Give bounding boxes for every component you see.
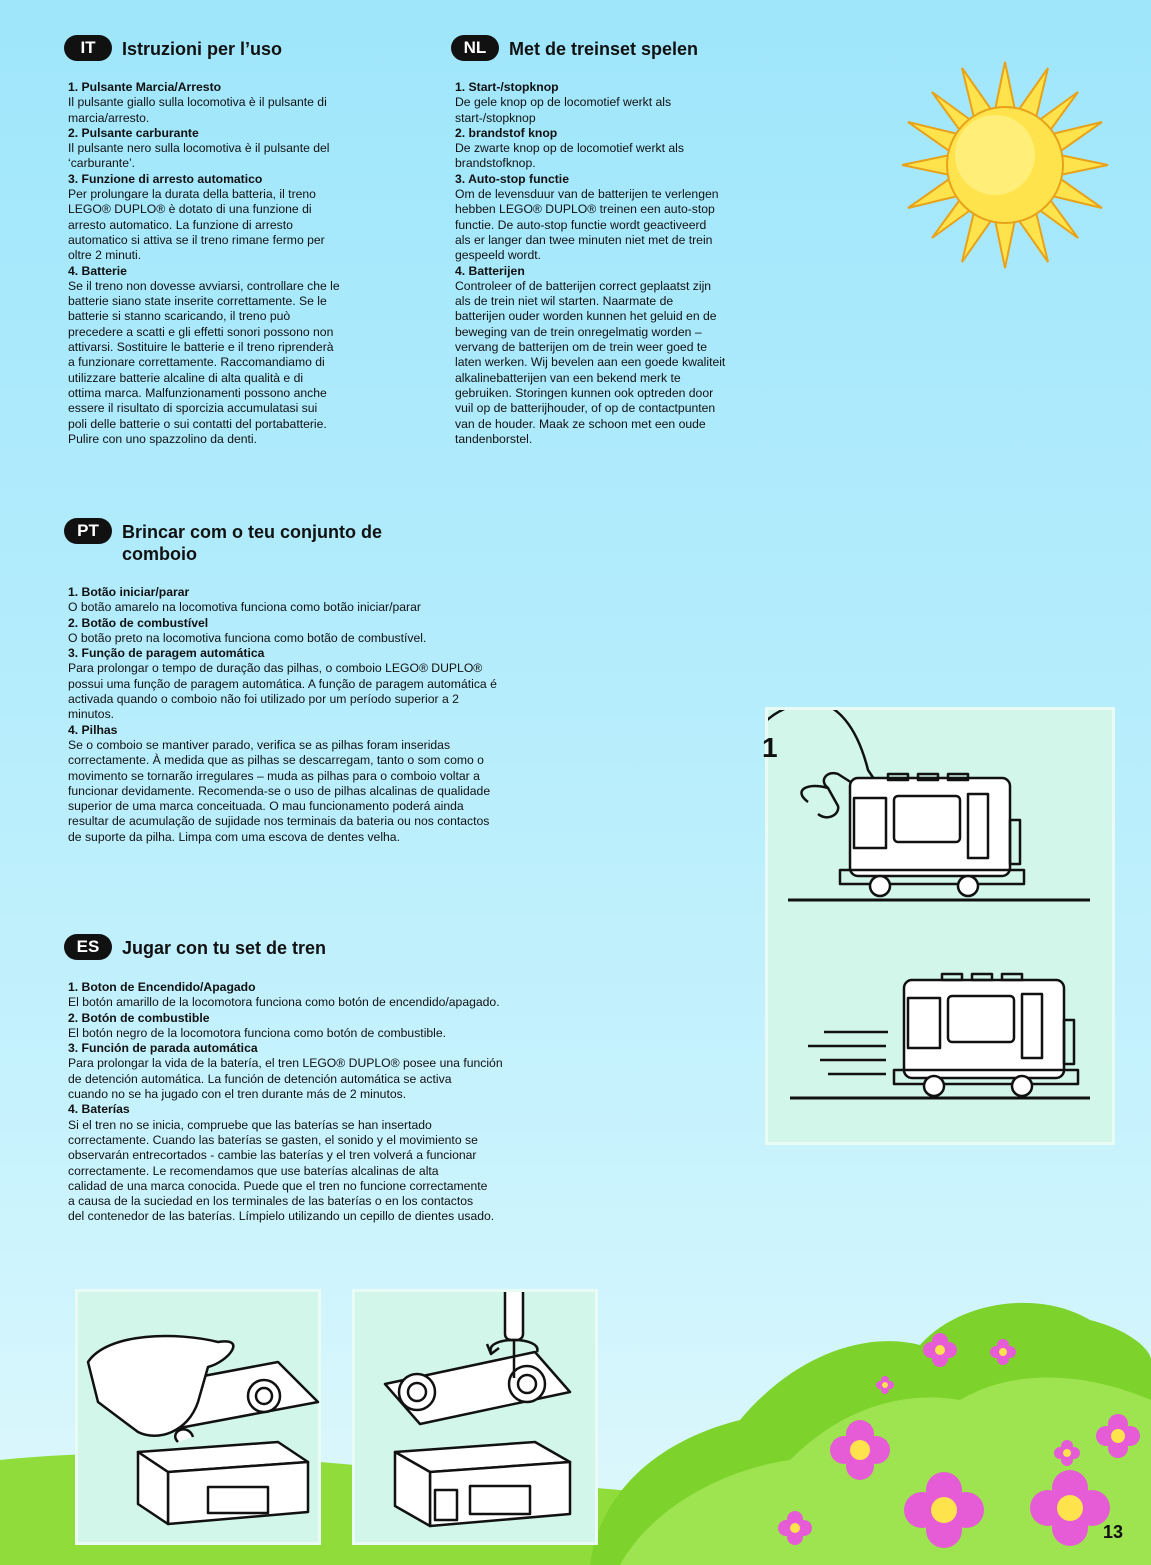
- item-text: del contenedor de las baterías. Límpielo utilizando un cepillo de dientes usado.: [68, 1209, 495, 1224]
- step-number: 1: [762, 732, 778, 763]
- item-text: tandenborstel.: [455, 431, 533, 446]
- item-text: Controleer of de batterijen correct geplaatst zijn: [455, 278, 712, 293]
- item-text: cuando no se ha jugado con el tren durante más de 2 minutos.: [68, 1087, 407, 1102]
- item-heading: 2. Botão de combustível: [68, 615, 209, 630]
- item-heading: 4. Baterías: [68, 1102, 130, 1117]
- item-text: calidad de una marca conocida. Puede que el tren no funcione correctamente: [68, 1178, 488, 1193]
- item-text: ‘carburante’.: [68, 156, 136, 171]
- item-heading: 3. Auto-stop functie: [455, 171, 569, 186]
- section-body-it: [68, 80, 388, 447]
- battery-removal-drawing: [78, 1292, 338, 1542]
- item-text: possui uma função de paragem automática. A função de paragem automática é: [68, 676, 497, 691]
- section-title-pt: [122, 521, 382, 565]
- item-text: correctamente. Le recomendamos que use baterías alcalinas de alta: [68, 1163, 439, 1178]
- item-text: correctamente. Cuando las baterías se gasten, el sonido y el movimiento se: [68, 1132, 478, 1147]
- item-heading: 1. Pulsante Marcia/Arresto: [68, 80, 222, 94]
- item-text: De zwarte knop op de locomotief werkt als: [455, 141, 684, 156]
- item-text: minutos.: [68, 707, 115, 722]
- section-body-nl: [455, 80, 775, 447]
- item-text: alkalinebatterijen van een bekend merk te: [455, 370, 681, 385]
- item-text: LEGO® DUPLO® è dotato di una funzione di: [68, 202, 312, 217]
- item-text: batterie siano state inserite correttamente. Se le: [68, 294, 327, 309]
- item-heading: 2. Pulsante carburante: [68, 125, 199, 140]
- item-text: batterie si stanno scaricando, il treno può: [68, 309, 291, 324]
- item-heading: 4. Batterijen: [455, 263, 525, 278]
- item-text: ottima marca. Malfunzionamenti possono anche: [68, 385, 327, 400]
- language-badge-es: ES: [64, 934, 112, 960]
- item-text: start-/stopknop: [455, 110, 536, 125]
- battery-cover-panel-2: [355, 1292, 595, 1542]
- item-heading: 4. Pilhas: [68, 722, 118, 737]
- item-text: functie. De auto-stop functie wordt geactiveerd: [455, 217, 707, 232]
- item-text: brandstofknop.: [455, 156, 536, 171]
- item-heading: 3. Funzione di arresto automatico: [68, 171, 263, 186]
- item-text: Il pulsante nero sulla locomotiva è il pulsante del: [68, 141, 330, 156]
- item-text: Om de levensduur van de batterijen te verlengen: [455, 187, 719, 202]
- item-text: a causa de la suciedad en los terminales de las baterías o en los contactos: [68, 1194, 474, 1209]
- item-text: funcionar devidamente. Recomenda-se o uso de pilhas alcalinas de qualidade: [68, 783, 491, 798]
- item-text: als de trein niet wil starten. Naarmate de: [455, 294, 674, 309]
- item-heading: 1. Botão iniciar/parar: [68, 585, 190, 599]
- item-text: Si el tren no se inicia, compruebe que las baterías se han insertado: [68, 1117, 432, 1132]
- section-title-line: comboio: [122, 544, 197, 564]
- item-text: O botão preto na locomotiva funciona como botão de combustível.: [68, 630, 427, 645]
- item-text: O botão amarelo na locomotiva funciona como botão iniciar/parar: [68, 600, 421, 615]
- train-drawing: [768, 710, 1112, 1142]
- item-text: van de houder. Maak ze schoon met een oude: [455, 416, 706, 431]
- item-text: Para prolongar la vida de la batería, el tren LEGO® DUPLO® posee una función: [68, 1056, 503, 1071]
- item-text: laten werken. Wij bevelen aan een goede kwaliteit: [455, 355, 726, 370]
- section-body-es: [68, 980, 568, 1225]
- sun-illustration: [900, 60, 1110, 270]
- item-text: Il pulsante giallo sulla locomotiva è il pulsante di: [68, 95, 327, 110]
- language-badge-it: IT: [64, 35, 112, 61]
- item-heading: 3. Función de parada automática: [68, 1041, 258, 1056]
- item-text: hebben LEGO® DUPLO® treinen een auto-stop: [455, 202, 715, 217]
- page-number: 13: [1102, 1522, 1123, 1542]
- item-text: El botón negro de la locomotora funciona como botón de combustible.: [68, 1025, 447, 1040]
- item-text: oltre 2 minuti.: [68, 248, 142, 263]
- item-heading: 1. Start-/stopknop: [455, 80, 559, 94]
- item-text: Pulire con uno spazzolino da denti.: [68, 431, 258, 446]
- item-text: automatico si attiva se il treno rimane fermo per: [68, 232, 325, 247]
- item-text: El botón amarillo de la locomotora funciona como botón de encendido/apagado.: [68, 995, 500, 1010]
- item-text: observarán entrecortados - cambie las baterías y el tren volverá a funcionar: [68, 1148, 477, 1163]
- item-text: de detención automática. La función de detención automática se activa: [68, 1071, 452, 1086]
- item-text: Se o comboio se mantiver parado, verifica se as pilhas foram inseridas: [68, 737, 451, 752]
- section-title-line: Brincar com o teu conjunto de: [122, 522, 383, 542]
- item-text: correctamente. À medida que as pilhas se descarregam, tanto o som como o: [68, 753, 484, 768]
- section-title-nl: Met de treinset spelen: [509, 39, 699, 59]
- section-title-es: Jugar con tu set de tren: [122, 938, 327, 958]
- section-title-it: Istruzioni per l’uso: [122, 39, 283, 59]
- language-badge-nl: NL: [451, 35, 499, 61]
- item-heading: 1. Boton de Encendido/Apagado: [68, 980, 256, 994]
- item-heading: 3. Função de paragem automática: [68, 646, 265, 661]
- item-text: als er langer dan twee minuten niet met de trein: [455, 232, 713, 247]
- item-text: beweging van de trein onregelmatig worden –: [455, 324, 702, 339]
- language-badge-pt: PT: [64, 518, 112, 544]
- item-text: activada quando o comboio não foi utilizado por um período superior a 2: [68, 692, 459, 707]
- item-text: poli delle batterie o sui contatti del portabatterie.: [68, 416, 327, 431]
- item-text: essere il risultato di sporcizia accumulatasi sui: [68, 401, 318, 416]
- item-text: utilizzare batterie alcaline di alta qualità e di: [68, 370, 304, 385]
- train-instruction-panel: [762, 710, 1112, 1142]
- item-text: superior de uma marca conceituada. O mau funcionamento poderá ainda: [68, 799, 464, 814]
- item-text: gebruiken. Storingen kunnen ook optreden door: [455, 385, 714, 400]
- item-heading: 2. Botón de combustible: [68, 1010, 210, 1025]
- item-text: De gele knop op de locomotief werkt als: [455, 95, 672, 110]
- item-text: Per prolungare la durata della batteria, il treno: [68, 187, 316, 202]
- item-text: vuil op de batterijhouder, of op de contactpunten: [455, 401, 716, 416]
- battery-cover-panel-1: [78, 1292, 318, 1542]
- item-text: Para prolongar o tempo de duração das pilhas, o comboio LEGO® DUPLO®: [68, 661, 483, 676]
- item-text: gespeeld wordt.: [455, 248, 542, 263]
- item-text: resultar de acumulação de sujidade nos terminais da bateria ou nos contactos: [68, 814, 490, 829]
- item-text: arresto automatico. La funzione di arresto: [68, 217, 293, 232]
- item-text: batterijen ouder worden kunnen het geluid en de: [455, 309, 717, 324]
- item-heading: 4. Batterie: [68, 263, 127, 278]
- item-text: marcia/arresto.: [68, 110, 150, 125]
- item-text: vervang de batterijen om de trein weer goed te: [455, 340, 708, 355]
- section-body-pt: [68, 585, 558, 845]
- item-text: de suporte da pilha. Limpa com uma escova de dentes velha.: [68, 829, 400, 844]
- screwdriver-drawing: [355, 1292, 615, 1542]
- item-text: precedere a scatti e gli effetti sonori possono non: [68, 324, 334, 339]
- item-text: movimento se tornarão irregulares – muda as pilhas para o comboio voltar a: [68, 768, 480, 783]
- item-text: a funzionare correttamente. Raccomandiamo di: [68, 355, 325, 370]
- item-heading: 2. brandstof knop: [455, 125, 558, 140]
- item-text: Se il treno non dovesse avviarsi, controllare che le: [68, 278, 340, 293]
- item-text: attivarsi. Sostituire le batterie e il treno riprenderà: [68, 340, 334, 355]
